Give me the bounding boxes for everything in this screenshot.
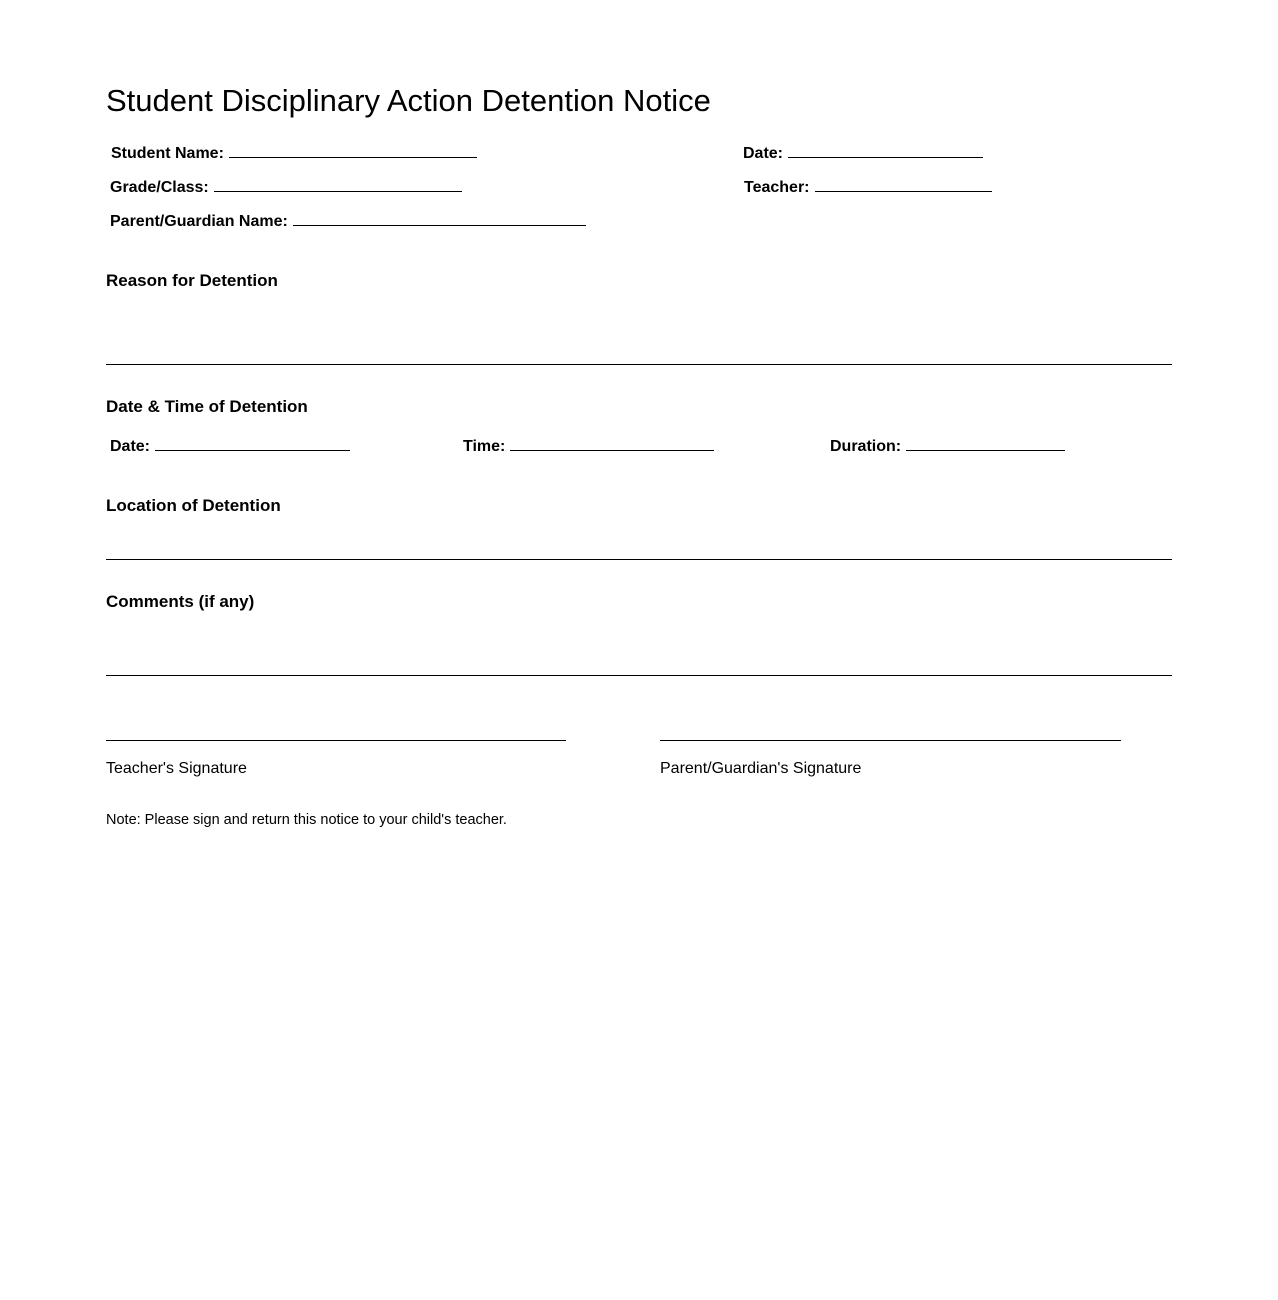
parent-guardian-name-blank[interactable] bbox=[293, 211, 586, 226]
location-heading: Location of Detention bbox=[106, 496, 281, 515]
detention-date-field bbox=[110, 436, 350, 457]
duration-label: Duration: bbox=[830, 438, 902, 455]
footer-note: Note: Please sign and return this notice to your child's teacher. bbox=[106, 812, 507, 828]
reason-heading: Reason for Detention bbox=[106, 271, 278, 290]
teacher-signature-line[interactable] bbox=[106, 740, 566, 741]
page-title: Student Disciplinary Action Detention Notice bbox=[106, 83, 711, 118]
detention-time-field bbox=[463, 436, 714, 457]
comments-heading: Comments (if any) bbox=[106, 592, 255, 611]
detention-time-blank[interactable] bbox=[510, 436, 714, 451]
parent-guardian-name-label: Parent/Guardian Name: bbox=[110, 213, 288, 230]
location-line[interactable] bbox=[106, 559, 1172, 560]
student-name-label: Student Name: bbox=[111, 145, 224, 162]
grade-class-blank[interactable] bbox=[214, 177, 462, 192]
parent-signature-label: Parent/Guardian's Signature bbox=[660, 760, 862, 777]
teacher-blank[interactable] bbox=[815, 177, 992, 192]
student-name-field bbox=[111, 143, 477, 164]
detention-date-blank[interactable] bbox=[155, 436, 350, 451]
date-blank[interactable] bbox=[788, 143, 983, 158]
date-field bbox=[743, 143, 983, 164]
detention-date-label: Date: bbox=[110, 438, 151, 455]
duration-field bbox=[830, 436, 1065, 457]
reason-line[interactable] bbox=[106, 364, 1172, 365]
parent-signature-line[interactable] bbox=[660, 740, 1121, 741]
teacher-label: Teacher: bbox=[744, 179, 810, 196]
comments-line[interactable] bbox=[106, 675, 1172, 676]
grade-class-field bbox=[110, 177, 462, 198]
teacher-signature-label: Teacher's Signature bbox=[106, 760, 247, 777]
detention-time-label: Time: bbox=[463, 438, 506, 455]
date-time-heading: Date & Time of Detention bbox=[106, 397, 308, 416]
student-name-blank[interactable] bbox=[229, 143, 477, 158]
duration-blank[interactable] bbox=[906, 436, 1065, 451]
teacher-field bbox=[744, 177, 992, 198]
parent-guardian-name-field bbox=[110, 211, 586, 232]
grade-class-label: Grade/Class: bbox=[110, 179, 209, 196]
date-label: Date: bbox=[743, 145, 784, 162]
